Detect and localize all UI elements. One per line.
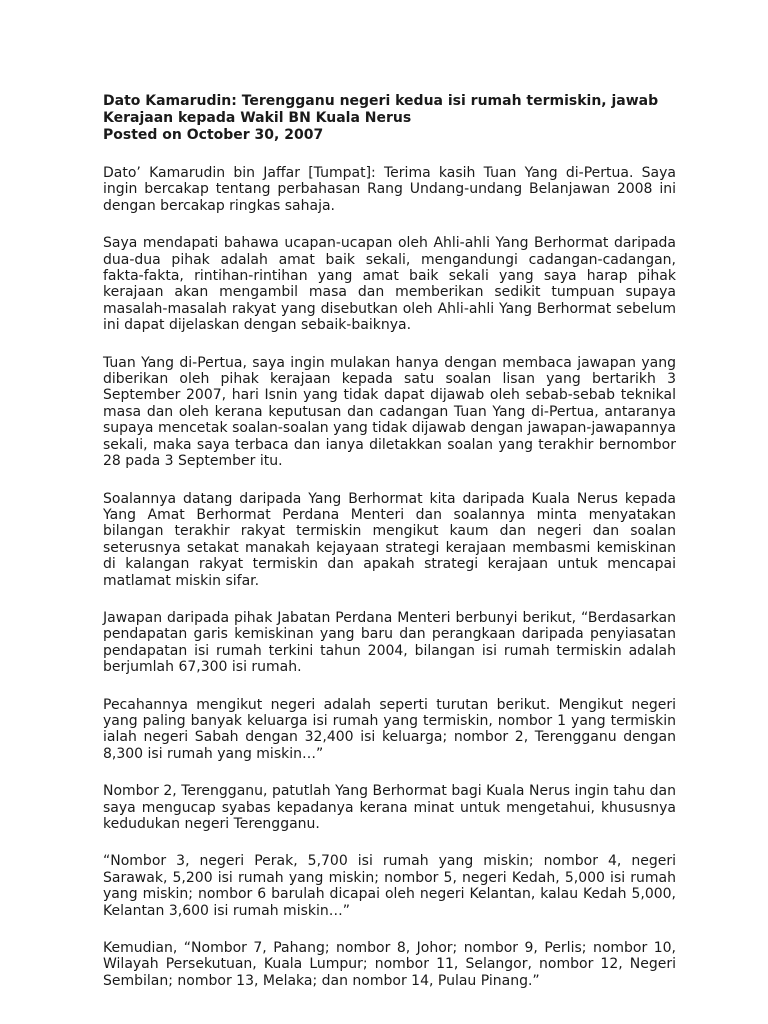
article-title: Dato Kamarudin: Terengganu negeri kedua isi rumah termiskin, jawab Kerajaan kepada Wakil BN Kuala Nerus [103, 93, 659, 126]
article-heading [103, 93, 676, 144]
posted-date: Posted on October 30, 2007 [103, 127, 324, 143]
paragraph-1: Dato’ Kamarudin bin Jaffar [Tumpat]: Terima kasih Tuan Yang di-Pertua. Saya ingin bercakap tentang perbahasan Rang Undang-undang Belanjawan 2008 ini dengan bercakap ringkas sahaja. [103, 165, 676, 214]
paragraph-3: Tuan Yang di-Pertua, saya ingin mulakan hanya dengan membaca jawapan yang diberikan oleh pihak kerajaan kepada satu soalan lisan yang bertarikh 3 September 2007, hari Isnin yang tidak dapat dijawab oleh sebab-sebab teknikal masa dan oleh kerana keputusan dan cadangan Tuan Yang di-Pertua, antaranya supaya mencetak soalan-soalan yang tidak dijawab dengan jawapan-jawapannya sekali, maka saya terbaca dan ianya diletakkan soalan yang terakhir bernombor 28 pada 3 September itu. [103, 354, 676, 470]
paragraph-7: Nombor 2, Terengganu, patutlah Yang Berhormat bagi Kuala Nerus ingin tahu dan saya mengucap syabas kepadanya kerana minat untuk mengetahui, khususnya kedudukan negeri Terengganu. [103, 783, 676, 832]
paragraph-9: Kemudian, “Nombor 7, Pahang; nombor 8, Johor; nombor 9, Perlis; nombor 10, Wilayah Persekutuan, Kuala Lumpur; nombor 11, Selangor, nombor 12, Negeri Sembilan; nombor 13, Melaka; dan nombor 14, Pulau Pinang.” [103, 940, 676, 989]
paragraph-4: Soalannya datang daripada Yang Berhormat kita daripada Kuala Nerus kepada Yang Amat Berhormat Perdana Menteri dan soalannya minta menyatakan bilangan terakhir rakyat termiskin mengikut kaum dan negeri dan soalan seterusnya setakat manakah kejayaan strategi kerajaan membasmi kemiskinan di kalangan rakyat termiskin dan apakah strategi kerajaan untuk mencapai matlamat miskin sifar. [103, 490, 676, 589]
paragraph-2: Saya mendapati bahawa ucapan-ucapan oleh Ahli-ahli Yang Berhormat daripada dua-dua pihak adalah amat baik sekali, mengandungi cadangan-cadangan, fakta-fakta, rintihan-rintihan yang amat baik sekali yang saya harap pihak kerajaan akan mengambil masa dan memberikan sedikit tumpuan supaya masalah-masalah rakyat yang disebutkan oleh Ahli-ahli Yang Berhormat sebelum ini dapat dijelaskan dengan sebaik-baiknya. [103, 235, 676, 334]
paragraph-6: Pecahannya mengikut negeri adalah seperti turutan berikut. Mengikut negeri yang paling banyak keluarga isi rumah yang termiskin, nombor 1 yang termiskin ialah negeri Sabah dengan 32,400 isi keluarga; nombor 2, Terengganu dengan 8,300 isi rumah yang miskin…” [103, 696, 676, 762]
paragraph-5: Jawapan daripada pihak Jabatan Perdana Menteri berbunyi berikut, “Berdasarkan pendapatan garis kemiskinan yang baru dan perangkaan daripada penyiasatan pendapatan isi rumah terkini tahun 2004, bilangan isi rumah termiskin adalah berjumlah 67,300 isi rumah. [103, 609, 676, 676]
paragraph-8: “Nombor 3, negeri Perak, 5,700 isi rumah yang miskin; nombor 4, negeri Sarawak, 5,200 isi rumah yang miskin; nombor 5, negeri Kedah, 5,000 isi rumah yang miskin; nombor 6 barulah dicapai oleh negeri Kelantan, kalau Kedah 5,000, Kelantan 3,600 isi rumah miskin…” [103, 853, 676, 919]
